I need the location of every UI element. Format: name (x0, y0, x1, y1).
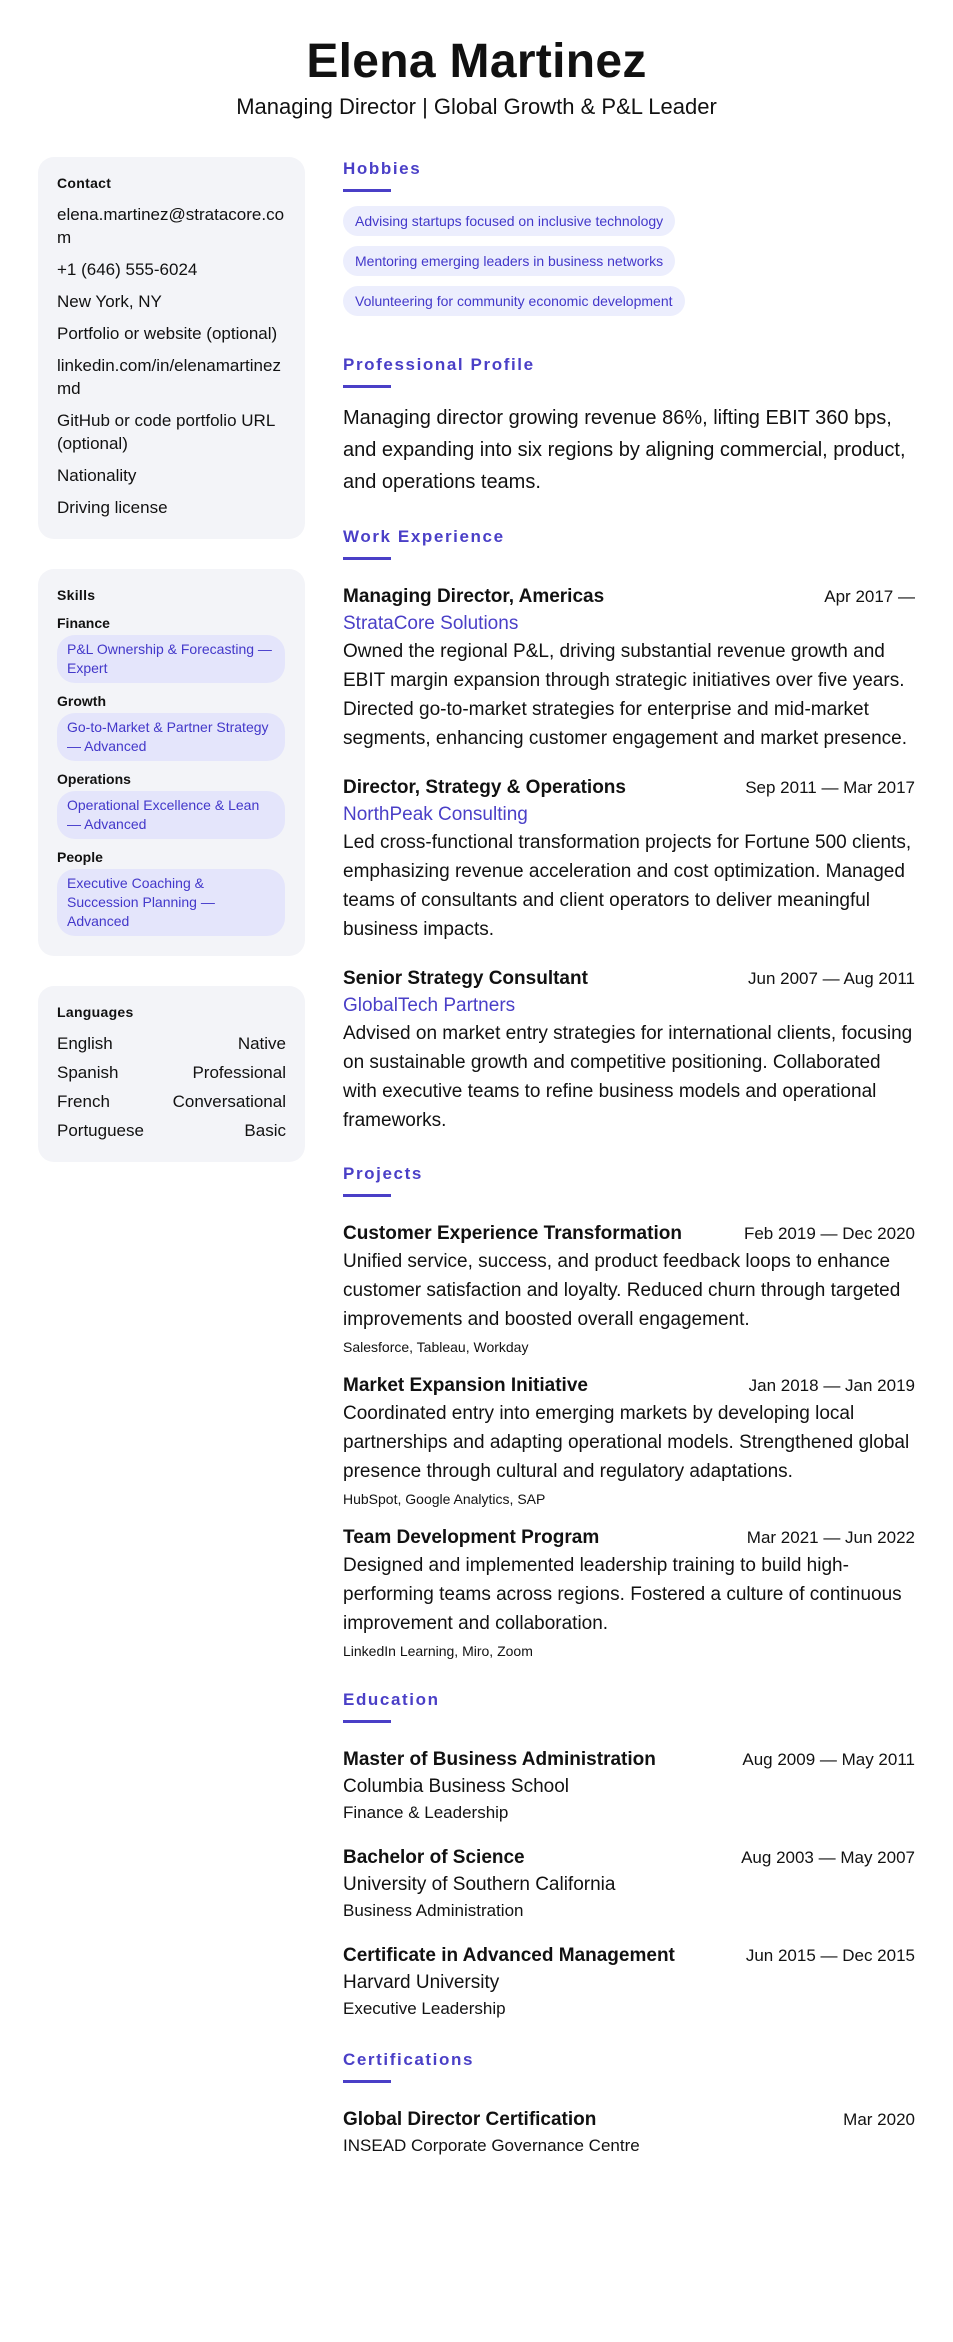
job-description: Owned the regional P&L, driving substantial revenue growth and EBIT margin expansion through strategic initiatives over five years. Directed go-to-market strategies for enterprise and mid-market segments, enhancing customer engagement and market presence. (343, 641, 907, 749)
skill-chip: Executive Coaching & Succession Planning — Advanced (57, 869, 285, 936)
skills-heading: Skills (57, 587, 96, 603)
hobbies-section (343, 158, 915, 326)
language-name: English (57, 1034, 113, 1053)
contact-phone: +1 (646) 555-6024 (57, 260, 198, 279)
language-name: Portuguese (57, 1121, 144, 1140)
job-company: GlobalTech Partners (343, 995, 516, 1016)
skill-chip: Go-to-Market & Partner Strategy — Advanced (57, 713, 285, 761)
contact-email: elena.martinez@stratacore.com (57, 205, 285, 247)
contact-card (38, 157, 305, 539)
certifications-heading: Certifications (343, 2050, 475, 2069)
skills-card (38, 569, 305, 956)
education-date: Aug 2003 — May 2007 (741, 1848, 915, 1867)
project-title: Market Expansion Initiative (343, 1375, 588, 1396)
education-heading: Education (343, 1690, 440, 1709)
education-entry (343, 1747, 915, 1825)
project-date: Feb 2019 — Dec 2020 (743, 1224, 915, 1243)
section-divider (343, 2080, 391, 2083)
contact-github: GitHub or code portfolio URL (optional) (57, 411, 275, 453)
language-level: Native (237, 1034, 286, 1053)
contact-heading: Contact (57, 175, 112, 191)
section-divider (343, 189, 391, 192)
job-description: Advised on market entry strategies for international clients, focusing on sustainable growth and competitive positioning. Collaborated with executive teams to refine business models and operational frameworks. (343, 1023, 913, 1131)
candidate-name: Elena Martinez (306, 35, 647, 88)
project-description: Unified service, success, and product feedback loops to enhance customer satisfaction and loyalty. Reduced churn through targeted improvements and boosted overall engagement. (343, 1251, 901, 1330)
job-title: Managing Director, Americas (343, 586, 605, 607)
hobby-chip: Volunteering for community economic development (343, 286, 685, 316)
study-field: Business Administration (343, 1901, 524, 1920)
certification-entry (343, 2107, 915, 2158)
skill-group-title: Finance (57, 615, 110, 631)
job-company: StrataCore Solutions (343, 613, 519, 634)
study-field: Finance & Leadership (343, 1803, 509, 1822)
project-entry (343, 1373, 915, 1509)
school-name: Harvard University (343, 1972, 500, 1993)
project-description: Coordinated entry into emerging markets by developing local partnerships and adapting operational models. Strengthened global presence through cultural and regulatory adaptations. (343, 1403, 910, 1482)
section-divider (343, 1194, 391, 1197)
language-name: Spanish (57, 1063, 119, 1082)
language-row (57, 1119, 286, 1142)
certifications-section (343, 2049, 915, 2158)
language-row (57, 1061, 286, 1084)
language-level: Basic (244, 1121, 286, 1140)
job-date: Apr 2017 — (824, 587, 915, 606)
project-tools: Salesforce, Tableau, Workday (343, 1339, 529, 1355)
project-entry (343, 1525, 915, 1661)
project-tools: HubSpot, Google Analytics, SAP (343, 1491, 546, 1507)
project-title: Customer Experience Transformation (343, 1223, 682, 1244)
projects-section (343, 1163, 915, 1661)
section-divider (343, 557, 391, 560)
certification-issuer: INSEAD Corporate Governance Centre (343, 2136, 640, 2155)
degree-title: Certificate in Advanced Management (343, 1945, 675, 1966)
hobbies-list (343, 206, 915, 326)
degree-title: Master of Business Administration (343, 1749, 656, 1770)
job-date: Sep 2011 — Mar 2017 (745, 778, 915, 797)
language-row (57, 1032, 286, 1055)
skill-chip: Operational Excellence & Lean — Advanced (57, 791, 285, 839)
education-section (343, 1689, 915, 2021)
project-title: Team Development Program (343, 1527, 600, 1548)
resume-header (0, 36, 953, 122)
education-entry (343, 1943, 915, 2021)
skill-group-title: People (57, 849, 103, 865)
school-name: University of Southern California (343, 1874, 616, 1895)
language-level: Professional (192, 1063, 286, 1082)
language-name: French (57, 1092, 110, 1111)
skill-chip: P&L Ownership & Forecasting — Expert (57, 635, 285, 683)
contact-linkedin: linkedin.com/in/elenamartinezmd (57, 356, 281, 398)
study-field: Executive Leadership (343, 1999, 506, 2018)
hobbies-heading: Hobbies (343, 159, 422, 178)
profile-section (343, 354, 915, 498)
experience-entry (343, 584, 915, 753)
degree-title: Bachelor of Science (343, 1847, 525, 1868)
education-entry (343, 1845, 915, 1923)
candidate-title: Managing Director | Global Growth & P&L Leader (236, 94, 717, 119)
languages-heading: Languages (57, 1004, 134, 1020)
experience-entry (343, 775, 915, 944)
skill-group-title: Operations (57, 771, 131, 787)
experience-heading: Work Experience (343, 527, 505, 546)
contact-portfolio: Portfolio or website (optional) (57, 324, 278, 343)
job-company: NorthPeak Consulting (343, 804, 528, 825)
skill-group-title: Growth (57, 693, 106, 709)
project-date: Mar 2021 — Jun 2022 (746, 1528, 915, 1547)
language-level: Conversational (172, 1092, 286, 1111)
education-date: Aug 2009 — May 2011 (742, 1750, 915, 1769)
hobby-chip: Mentoring emerging leaders in business networks (343, 246, 675, 276)
main-column (343, 158, 915, 2186)
job-title: Director, Strategy & Operations (343, 777, 626, 798)
job-description: Led cross-functional transformation projects for Fortune 500 clients, emphasizing revenue acceleration and cost optimization. Managed teams of consultants and client operators to deliver meaningful business impacts. (343, 832, 912, 940)
contact-location: New York, NY (57, 292, 162, 311)
project-tools: LinkedIn Learning, Miro, Zoom (343, 1643, 533, 1659)
contact-nationality: Nationality (57, 466, 137, 485)
language-row (57, 1090, 286, 1113)
project-description: Designed and implemented leadership training to build high-performing teams across regions. Fostered a culture of continuous improvement and collaboration. (343, 1555, 902, 1634)
experience-section (343, 526, 915, 1135)
project-date: Jan 2018 — Jan 2019 (748, 1376, 915, 1395)
education-date: Jun 2015 — Dec 2015 (745, 1946, 915, 1965)
profile-summary: Managing director growing revenue 86%, lifting EBIT 360 bps, and expanding into six regions by aligning commercial, product, and operations teams. (343, 407, 906, 493)
project-entry (343, 1221, 915, 1357)
contact-driving-license: Driving license (57, 498, 168, 517)
job-date: Jun 2007 — Aug 2011 (748, 969, 915, 988)
section-divider (343, 385, 391, 388)
sidebar (38, 157, 305, 1192)
languages-card (38, 986, 305, 1162)
job-title: Senior Strategy Consultant (343, 968, 588, 989)
profile-heading: Professional Profile (343, 355, 535, 374)
certification-title: Global Director Certification (343, 2109, 597, 2130)
school-name: Columbia Business School (343, 1776, 570, 1797)
section-divider (343, 1720, 391, 1723)
hobby-chip: Advising startups focused on inclusive technology (343, 206, 675, 236)
projects-heading: Projects (343, 1164, 423, 1183)
experience-entry (343, 966, 915, 1135)
certification-date: Mar 2020 (843, 2110, 915, 2129)
